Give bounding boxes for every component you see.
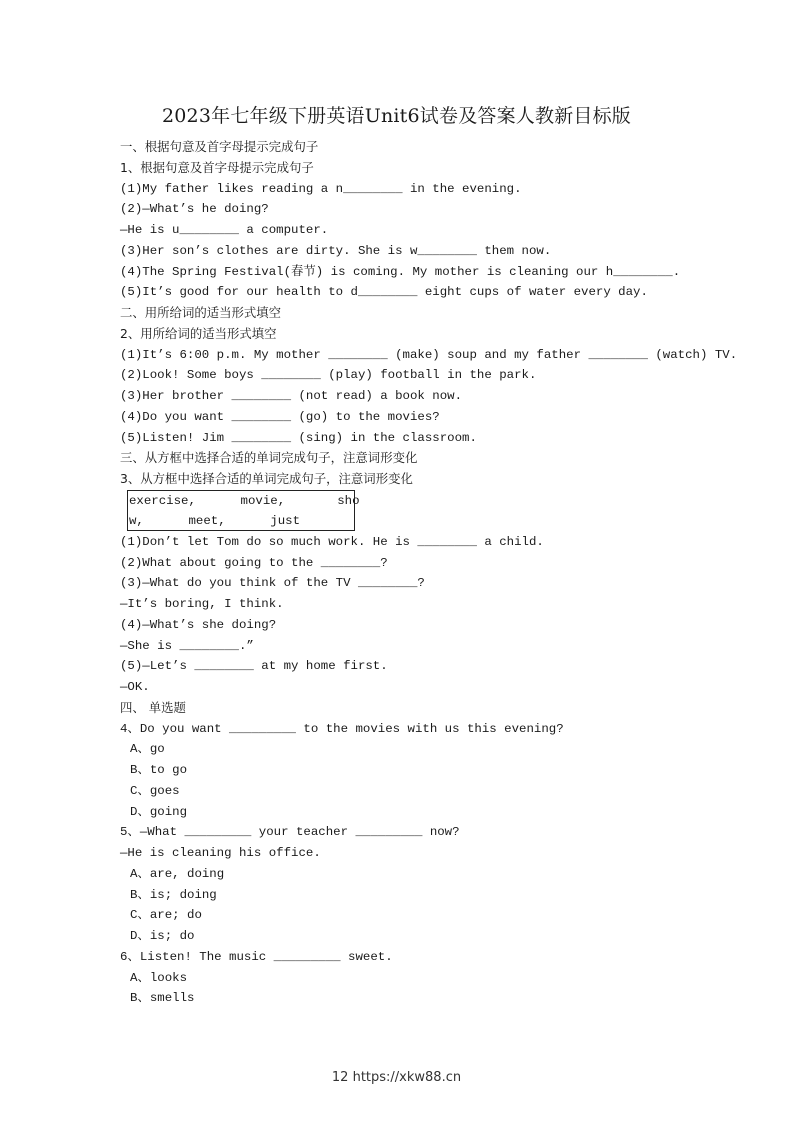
page-footer: 12 https://xkw88.cn — [331, 1070, 462, 1085]
s1-item-3: (3)Her son’s clothes are dirty. She is w________ them now. — [120, 243, 552, 258]
page-title: 2023年七年级下册英语Unit6试卷及答案人教新目标版 — [161, 105, 631, 127]
word-box-wrapper — [120, 490, 700, 532]
q4-stem: 4、Do you want _________ to the movies with us this evening? — [120, 721, 564, 736]
q6-stem: 6、Listen! The music _________ sweet. — [120, 949, 393, 964]
s1-item-2: (2)—What’s he doing? — [120, 202, 269, 217]
s1-item-5: (5)It’s good for our health to d________ eight cups of water every day. — [120, 285, 648, 300]
s3-item-2: (2)What about going to the ________? — [120, 555, 388, 570]
s3-item-5-answer: —OK. — [120, 680, 150, 694]
s3-item-3: (3)—What do you think of the TV ________? — [120, 576, 425, 591]
section-3-heading: 三、从方框中选择合适的单词完成句子，注意词形变化 — [120, 450, 418, 466]
s1-item-2-answer: —He is u________ a computer. — [120, 223, 329, 237]
word-box-line-1: exercise, movie, sho — [129, 493, 360, 508]
q5-option-c: C、are; do — [130, 908, 202, 923]
s2-item-3: (3)Her brother ________ (not read) a book now. — [120, 389, 463, 403]
s1-item-4: (4)The Spring Festival(春节) is coming. My mother is cleaning our h________. — [120, 264, 681, 279]
s2-item-4: (4)Do you want ________ (go) to the movies? — [120, 409, 440, 424]
section-1-heading: 一、根据句意及首字母提示完成句子 — [120, 139, 319, 154]
q6-option-b: B、smells — [130, 991, 195, 1006]
q5-stem: 5、—What _________ your teacher _________ now? — [120, 825, 460, 840]
q4-option-c: C、goes — [130, 783, 180, 798]
q4-option-a: A、go — [130, 742, 165, 757]
word-box-line-2: w, meet, just — [129, 513, 301, 528]
section-1-subheading: 1、根据句意及首字母提示完成句子 — [120, 159, 314, 175]
s3-item-5: (5)—Let’s ________ at my home first. — [120, 659, 388, 674]
s3-item-1: (1)Don’t let Tom do so much work. He is ________ a child. — [120, 534, 544, 549]
q6-option-a: A、looks — [130, 970, 188, 985]
s3-item-4: (4)—What’s she doing? — [120, 617, 277, 632]
s2-item-5: (5)Listen! Jim ________ (sing) in the classroom. — [120, 430, 477, 445]
q4-option-d: D、going — [130, 804, 188, 819]
q5-option-d: D、is; do — [130, 929, 195, 943]
section-3-subheading: 3、从方框中选择合适的单词完成句子，注意词形变化 — [120, 471, 413, 486]
q4-option-b: B、to go — [130, 763, 188, 777]
s3-item-3-answer: —It’s boring, I think. — [120, 597, 284, 611]
q5-option-b: B、is; doing — [130, 887, 217, 902]
section-4-heading: 四、 单选题 — [120, 699, 186, 715]
q5-option-a: A、are, doing — [130, 866, 225, 881]
q5-stem-answer: —He is cleaning his office. — [120, 846, 321, 860]
s2-item-1: (1)It’s 6:00 p.m. My mother ________ (make) soup and my father ________ (watch) TV. — [120, 347, 738, 362]
s1-item-1: (1)My father likes reading a n________ in the evening. — [120, 181, 522, 196]
word-box — [127, 490, 360, 531]
s2-item-2: (2)Look! Some boys ________ (play) football in the park. — [120, 368, 537, 383]
exam-content — [120, 137, 738, 1009]
s3-item-4-answer: —She is ________.” — [120, 638, 254, 653]
section-2-subheading: 2、用所给词的适当形式填空 — [120, 325, 277, 341]
section-2-heading: 二、用所给词的适当形式填空 — [120, 305, 282, 320]
